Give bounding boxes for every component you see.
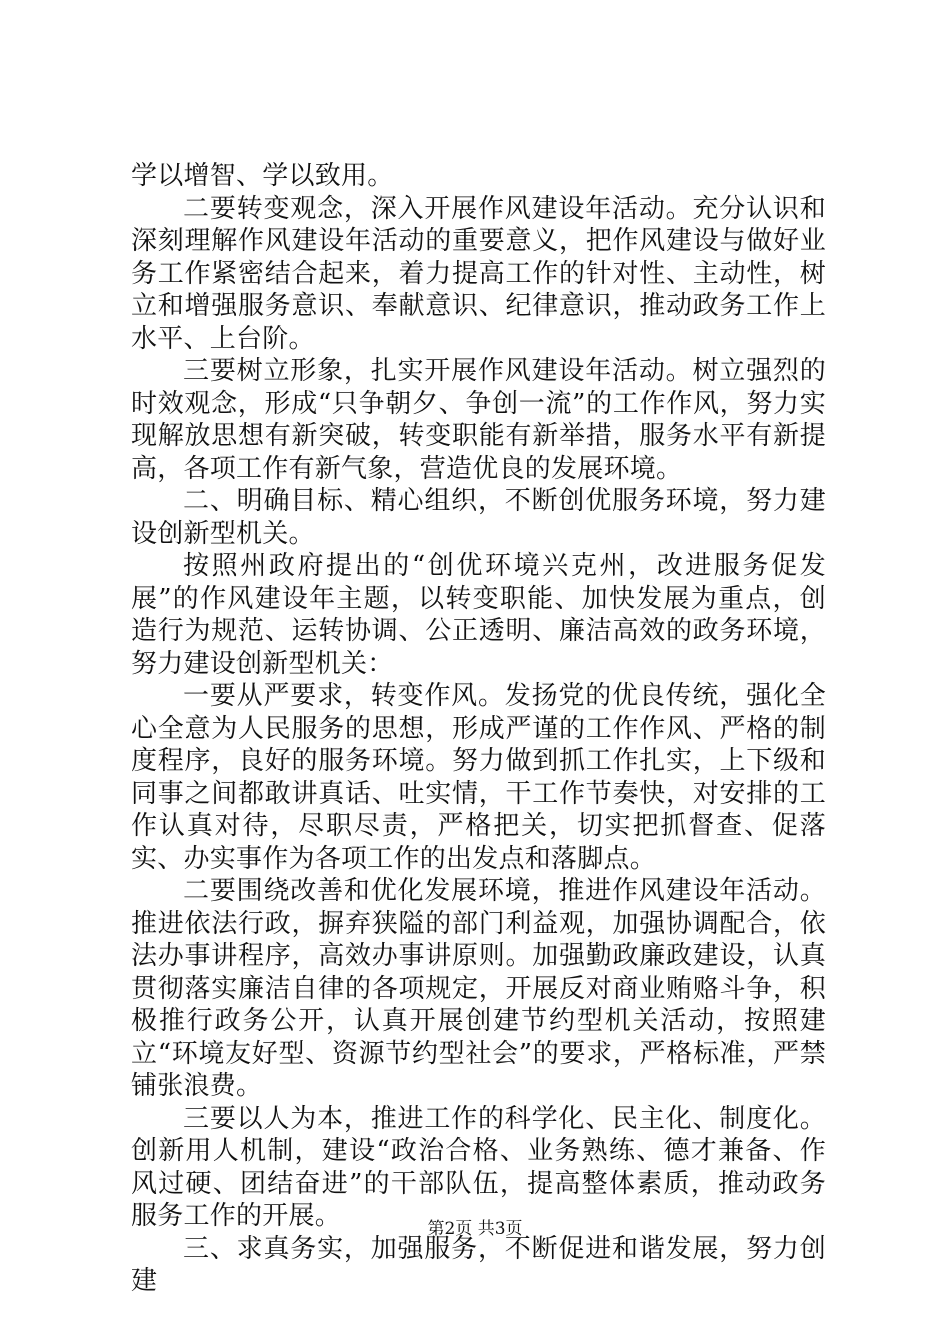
page-footer — [0, 1218, 950, 1240]
body-text — [131, 160, 826, 1298]
paragraph-4: 按照州政府提出的“创优环境兴克州，改进服务促发展”的作风建设年主题，以转变职能、加快发展为重点，创造行为规范、运转协调、公正透明、廉洁高效的政务环境，努力建设创新型机关： — [131, 551, 826, 679]
paragraph-7: 三要以人为本，推进工作的科学化、民主化、制度化。创新用人机制，建设“政治合格、业务熟练、德才兼备、作风过硬、团结奋进”的干部队伍，提高整体素质，推动政务服务工作的开展。 — [131, 1103, 826, 1231]
section-heading-2: 二、明确目标、精心组织，不断创优服务环境，努力建设创新型机关。 — [131, 486, 826, 549]
paragraph-5: 一要从严要求，转变作风。发扬党的优良传统，强化全心全意为人民服务的思想，形成严谨的工作作风、严格的制度程序，良好的服务环境。努力做到抓工作扎实，上下级和同事之间都敢讲真话、吐实情，干工作节奏快，对安排的工作认真对待，尽职尽责，严格把关，切实把抓督查、促落实、办实事作为各项工作的出发点和落脚点。 — [131, 681, 826, 874]
page-number-label: 第2页 共3页 — [427, 1219, 523, 1239]
paragraph-1: 学以增智、学以致用。 — [131, 161, 394, 191]
paragraph-3: 三要树立形象，扎实开展作风建设年活动。树立强烈的时效观念，形成“只争朝夕、争创一流”的工作作风，努力实现解放思想有新突破，转变职能有新举措，服务水平有新提高，各项工作有新气象，营造优良的发展环境。 — [131, 356, 826, 484]
section-heading-3: 三、求真务实，加强服务，不断促进和谐发展，努力创建 — [131, 1233, 826, 1296]
paragraph-2: 二要转变观念，深入开展作风建设年活动。充分认识和深刻理解作风建设年活动的重要意义，把作风建设与做好业务工作紧密结合起来，着力提高工作的针对性、主动性，树立和增强服务意识、奉献意识、纪律意识，推动政务工作上水平、上台阶。 — [131, 193, 826, 354]
paragraph-6: 二要围绕改善和优化发展环境，推进作风建设年活动。推进依法行政，摒弃狭隘的部门利益观，加强协调配合，依法办事讲程序，高效办事讲原则。加强勤政廉政建设，认真贯彻落实廉洁自律的各项规定，开展反对商业贿赂斗争，积极推行政务公开，认真开展创建节约型机关活动，按照建立“环境友好型、资源节约型社会”的要求，严格标准，严禁铺张浪费。 — [131, 876, 826, 1101]
